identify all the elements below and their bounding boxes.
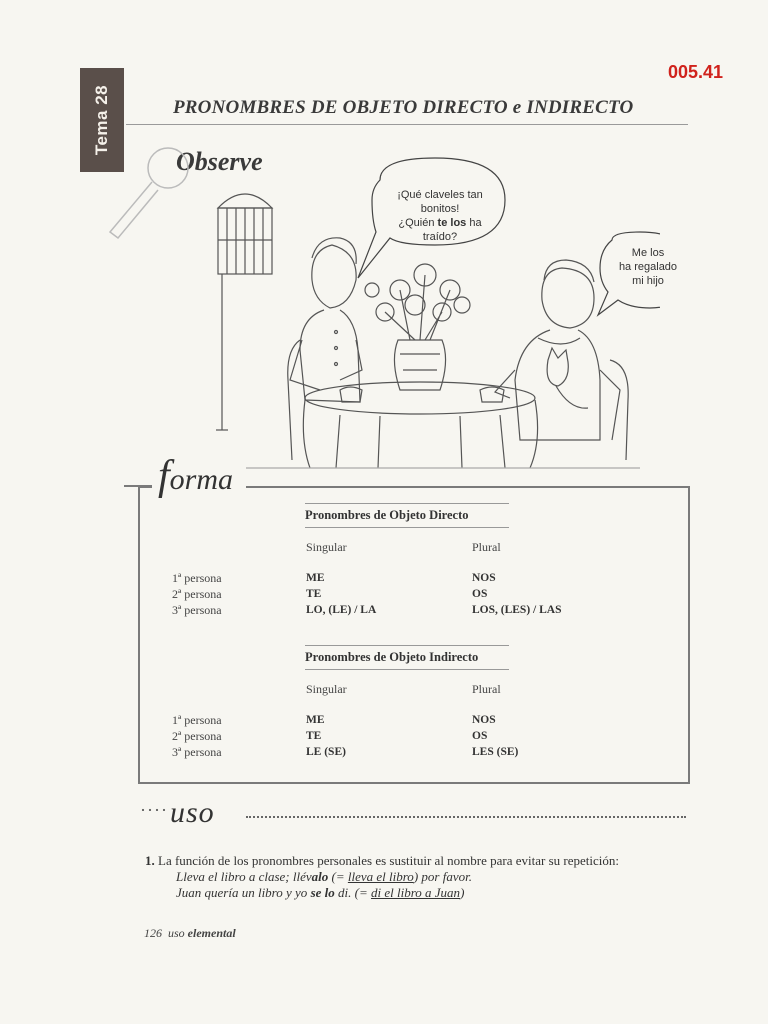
directo-labels [172, 570, 222, 618]
forma-dash [124, 485, 152, 487]
directo-plural-header: Plural [472, 540, 501, 554]
uso-ex1-pronoun: alo [311, 869, 329, 884]
directo-plural-3: LOS, (LES) / LAS [472, 604, 562, 616]
directo-rule [305, 527, 509, 528]
indirecto-singular-values [306, 712, 346, 760]
uso-ex2-part-1: Juan quería un libro y yo [176, 885, 311, 900]
woman-left [290, 238, 362, 402]
uso-item-1-text [145, 853, 705, 869]
indirecto-rule-top [305, 645, 509, 646]
uso-dotted-rule [246, 816, 686, 818]
bubble-left-word-ha: ha [469, 217, 482, 229]
uso-item-description: La función de los pronombres personales es sustituir al nombre para evitar su repetición: [158, 853, 620, 868]
page-footer [144, 926, 236, 941]
title-rule [126, 124, 688, 125]
uso-ex1-part-1: Lleva el libro a clase; llév [176, 869, 312, 884]
directo-label-3: 3ª persona [172, 603, 222, 617]
birdcage-icon [216, 194, 272, 430]
indirecto-plural-3: LES (SE) [472, 746, 519, 758]
forma-heading-initial: f [158, 453, 170, 499]
flower-vase [365, 264, 470, 390]
uso-ex1-underlined: lleva el libro [347, 869, 414, 884]
uso-ex2-underlined: di el libro a Juan [370, 885, 461, 900]
bubble-left-pronouns: te los [437, 217, 467, 229]
bubble-left-text [382, 188, 498, 244]
forma-heading [158, 452, 233, 500]
indirecto-rule [305, 669, 509, 670]
directo-singular-values [306, 570, 376, 618]
bubble-right-line-2: ha regalado [618, 261, 678, 273]
chair-right [610, 360, 628, 460]
indirecto-plural-2: OS [472, 730, 488, 742]
bubble-left-line-1: ¡Qué claveles tan [397, 189, 483, 201]
uso-item-1 [145, 853, 705, 901]
directo-heading: Pronombres de Objeto Directo [305, 508, 469, 522]
tema-label: Tema 28 [92, 84, 111, 156]
bubble-right-line-1: Me los [631, 247, 665, 259]
forma-heading-rest: orma [169, 463, 234, 496]
indirecto-singular-2: TE [306, 730, 322, 742]
directo-singular-3: LO, (LE) / LA [306, 604, 377, 616]
indirecto-labels [172, 712, 222, 760]
indirecto-label-2: 2ª persona [172, 729, 222, 743]
indirecto-label-3: 3ª persona [172, 745, 222, 759]
directo-label-1: 1ª persona [172, 571, 222, 585]
illustration [100, 140, 660, 470]
footer-book-1: uso [168, 926, 185, 940]
directo-plural-2: OS [472, 588, 488, 600]
chair-left [288, 340, 300, 460]
indirecto-plural-header: Plural [472, 682, 501, 696]
directo-rule-top [305, 503, 509, 504]
bubble-left-line-2: bonitos! [420, 203, 460, 215]
indirecto-singular-header: Singular [306, 682, 347, 696]
uso-leading-dots: ···· [140, 800, 168, 820]
uso-ex1-part-3: ) por favor. [413, 869, 472, 884]
directo-singular-header: Singular [306, 540, 347, 554]
indirecto-plural-values [472, 712, 518, 760]
uso-heading: uso [170, 796, 215, 829]
page-code: 005.41 [668, 62, 724, 82]
page-title: PRONOMBRES DE OBJETO DIRECTO e INDIRECTO [173, 97, 634, 118]
indirecto-heading: Pronombres de Objeto Indirecto [305, 650, 479, 664]
indirecto-singular-1: ME [306, 714, 325, 726]
indirecto-singular-3: LE (SE) [306, 746, 346, 758]
woman-right [495, 260, 620, 440]
cat [547, 348, 588, 408]
uso-ex2-part-2: di. (= [334, 885, 371, 900]
uso-ex1-part-2: (= [328, 869, 348, 884]
uso-ex2-pronoun: se lo [310, 885, 335, 900]
directo-plural-1: NOS [472, 572, 496, 584]
bubble-left-line-4: traído? [422, 231, 458, 243]
footer-book-2: elemental [187, 926, 236, 940]
uso-ex2-part-3: ) [460, 885, 465, 900]
observe-heading: Observe [176, 147, 263, 176]
directo-label-2: 2ª persona [172, 587, 222, 601]
uso-item-number: 1. [145, 853, 155, 868]
bubble-left-word-quien: ¿Quién [398, 217, 435, 229]
uso-example-1 [145, 869, 705, 885]
directo-singular-1: ME [306, 572, 325, 584]
uso-example-2 [145, 885, 705, 901]
directo-plural-values [472, 570, 561, 618]
magnifier-icon [110, 148, 188, 238]
bubble-right-text [612, 246, 684, 288]
indirecto-plural-1: NOS [472, 714, 496, 726]
bubble-right-line-3: mi hijo [632, 275, 664, 287]
directo-singular-2: TE [306, 588, 322, 600]
bubble-left-line-3 [382, 216, 498, 230]
page-number: 126 [144, 926, 162, 940]
indirecto-label-1: 1ª persona [172, 713, 222, 727]
